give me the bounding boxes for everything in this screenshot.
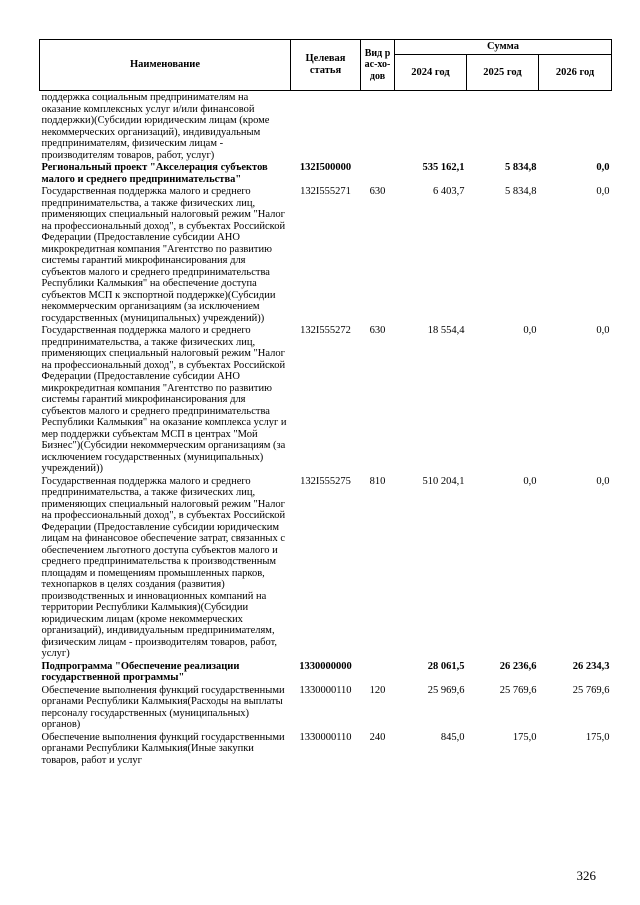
row-sum-2025-cell: 5 834,8 [505,162,537,173]
row-sum-2026-cell: 175,0 [585,731,610,743]
row-expense-type-cell: 630 [369,325,386,336]
row-sum-2024-cell: 535 162,1 [422,162,465,173]
page-number: 326 [576,868,596,883]
row-sum-2024-cell: 25 969,6 [427,684,465,696]
table-row [40,185,612,324]
row-expense-type-cell: 630 [369,186,386,197]
row-expense-type-cell [361,161,395,185]
row-sum-2024-cell: 18 554,4 [427,325,465,336]
row-name-cell: Обеспечение выполнения функций государственными органами Республики Калмыкия(Иные закупки товаров, работ и услуг [41,731,285,766]
header-sum: Сумма [395,40,612,55]
row-sum-2025-cell: 25 769,6 [499,684,537,696]
row-sum-2026-cell [539,91,612,162]
row-sum-2025-cell [467,91,539,162]
row-name-cell: Государственная поддержка малого и среднего предпринимательства, а также физических лиц, применяющих специальный налоговый режим "Налог на профессиональный доход", в субъектах Российской Федерации (Предоставление субсидии АНО микрокредитная компания "Агентство по развитию системы гарантий микрофинансирования для субъектов малого и среднего предпринимательства Республики Калмыкия" на оказание комплекса услуг и мер поддержки субъектам МСП в центрах "Мой Бизнес")(Субсидии некоммерческим организациям (за исключением государственных (муниципальных) учреждений)) [41,325,287,474]
row-expense-type-cell: 810 [369,475,386,487]
table-row [40,731,612,767]
table-row [40,161,612,185]
table-header [40,40,612,91]
row-expense-type-cell: 240 [369,731,386,743]
header-name: Наименование [40,40,291,91]
row-sum-2025-cell: 0,0 [523,325,537,336]
row-expense-type-cell [361,91,395,162]
row-sum-2025-cell: 26 236,6 [499,660,537,672]
row-sum-2026-cell: 0,0 [596,475,610,487]
row-sum-2024-cell: 845,0 [440,731,465,743]
table-row [40,324,612,475]
row-name-cell: Государственная поддержка малого и среднего предпринимательства, а также физических лиц, применяющих специальный налоговый режим "Налог на профессиональный доход", в субъектах Российской Федерации (Предоставление субсидии юридическим лицам на финансовое обеспечение затрат, связанных с обеспечением льготного доступа субъектов малого и среднего предпринимательства к производственным площадям и помещениям промышленных парков, технопарков в целях создания (развития) производственных и инновационных компаний на территории Республики Калмыкия)(Субсидии юридическим лицам (кроме некоммерческих организаций), индивидуальным предпринимателям, физическим лицам - производителям товаров, работ, услуг) [41,475,286,659]
table-row [40,660,612,684]
row-target-article-cell: 132I555271 [300,186,351,197]
row-sum-2026-cell: 0,0 [596,325,610,336]
row-sum-2026-cell: 0,0 [596,186,610,197]
row-sum-2025-cell: 175,0 [512,731,537,743]
row-target-article-cell: 1330000000 [299,660,352,672]
table-row [40,475,612,660]
row-sum-2026-cell: 25 769,6 [572,684,610,696]
row-sum-2024-cell: 6 403,7 [433,186,465,197]
row-target-article-cell: 1330000110 [299,731,352,743]
header-target-article: Целевая статья [291,40,361,91]
row-target-article-cell: 132I500000 [299,162,352,173]
row-expense-type-cell [361,660,395,684]
row-target-article-cell: 132I555275 [300,475,351,487]
row-sum-2025-cell: 5 834,8 [505,186,537,197]
budget-table [39,39,612,766]
table-body [40,91,612,767]
header-year-2025: 2025 год [467,55,539,91]
row-sum-2024-cell: 510 204,1 [422,475,465,487]
table-row [40,91,612,162]
table-row [40,684,612,731]
row-name-cell: поддержка социальным предпринимателям на оказание комплексных услуг и/или финансовой поддержки)(Субсидии юридическим лицам (кроме некоммерческих организаций), индивидуальным предпринимателям, физическим лицам - производителям товаров, работ, услуг) [41,92,270,161]
header-year-2026: 2026 год [539,55,612,91]
row-sum-2026-cell: 0,0 [596,162,610,173]
row-target-article-cell: 132I555272 [300,325,351,336]
row-name-cell: Региональный проект "Акселерация субъектов малого и среднего предпринимательства" [41,162,268,185]
header-expense-type: Вид рас-хо-дов [361,40,395,91]
header-year-2024: 2024 год [395,55,467,91]
row-sum-2025-cell: 0,0 [523,475,537,487]
row-name-cell: Подпрограмма "Обеспечение реализации государственной программы" [41,660,240,683]
row-name-cell: Обеспечение выполнения функций государственными органами Республики Калмыкия(Расходы на выплаты персоналу государственных (муниципальных) органов) [41,684,285,730]
budget-page [39,39,611,766]
row-sum-2024-cell: 28 061,5 [427,660,465,672]
row-name-cell: Государственная поддержка малого и среднего предпринимательства, а также физических лиц, применяющих специальный налоговый режим "Налог на профессиональный доход", в субъектах Российской Федерации (Предоставление субсидии АНО микрокредитная компания "Агентство по развитию системы гарантий микрофинансирования для субъектов малого и среднего предпринимательства Республики Калмыкия" на обеспечение доступа субъектов МСП к экспортной поддержке)(Субсидии некоммерческим организациям (за исключением государственных (муниципальных) учреждений)) [41,186,286,324]
row-expense-type-cell: 120 [369,684,386,696]
row-target-article-cell: 1330000110 [299,684,352,696]
row-target-article-cell [291,91,361,162]
row-sum-2026-cell: 26 234,3 [572,660,610,672]
row-sum-2024-cell [395,91,467,162]
